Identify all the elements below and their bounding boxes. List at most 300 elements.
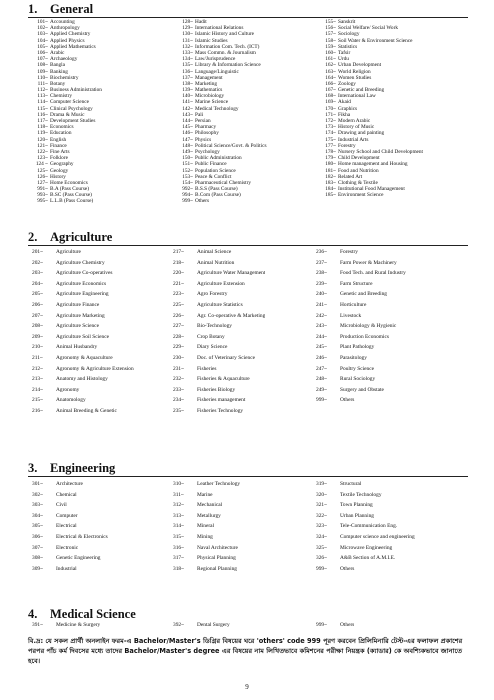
section-medical-column-2	[173, 620, 230, 631]
subject-code-row	[32, 353, 134, 364]
subject-code-row	[316, 268, 406, 279]
section-title-general	[28, 2, 93, 16]
subject-code: 181~	[325, 167, 336, 174]
subject-name: Agriculture Water Management	[197, 270, 266, 277]
subject-code: 309~	[32, 565, 44, 572]
subject-code: 131~	[182, 37, 193, 44]
subject-name: Structural	[340, 481, 362, 487]
subject-name: Livestock	[340, 312, 362, 319]
subject-name: Law/Jurisprudence	[195, 56, 236, 63]
subject-name: Mass Commn. & Journalism	[195, 49, 256, 56]
subject-name: Animal Science	[197, 249, 232, 255]
subject-code: 992~	[182, 186, 193, 193]
subject-code: 177~	[325, 142, 336, 149]
subject-code-row	[32, 500, 108, 511]
subject-code: 994~	[182, 192, 193, 199]
subject-code: 144~	[182, 118, 193, 124]
subject-code-row	[316, 311, 406, 322]
footnote: বি.দ্র: যে সকল প্রার্থী অনলাইন ফরম-এ Bachelor/Master's ডিগ্রির বিষয়ের ঘরে 'others' code 999 পূরণ করবেন প্রিলিমিনারি টেস্ট-এর ফলাফল প্রকাশের পরপর পাঁচ কর্ম দিবসের মধ্যে তাদের Bachelor/Master's degree এর বিষয়ের নাম লিখিতভাবে কমিশনের পরীক্ষা নিয়ন্ত্রক (ক্যাডার) কে অবশ্যিকভাবে জানাতে হবে।	[28, 637, 463, 665]
subject-code: 115~	[37, 105, 48, 112]
subject-code: 118~	[37, 124, 48, 131]
subject-code: 111~	[37, 80, 48, 87]
subject-code-row	[173, 479, 240, 490]
subject-code: 246~	[316, 354, 328, 361]
subject-code-row	[173, 620, 230, 631]
subject-code-row	[316, 479, 415, 490]
subject-code: 171~	[325, 111, 336, 118]
subject-code: 159~	[325, 43, 336, 50]
subject-code-row	[173, 543, 240, 554]
subject-code-row	[32, 543, 108, 554]
subject-name: Urban Development	[338, 62, 382, 69]
subject-name: Agr. Co-operative & Marketing	[197, 312, 266, 319]
subject-code: 184~	[325, 186, 336, 193]
subject-code: 243~	[316, 323, 328, 330]
subject-code: 216~	[32, 407, 44, 414]
subject-code: 993~	[37, 192, 48, 199]
subject-name: Applied Physics	[50, 37, 85, 44]
subject-code-row	[173, 332, 265, 343]
subject-code-row	[316, 500, 415, 511]
section-general-column-2	[175, 19, 267, 205]
subject-name: Marine Science	[195, 99, 229, 106]
subject-code-row	[32, 490, 108, 501]
subject-name: Anatomology	[56, 397, 86, 404]
subject-name: Marketing	[195, 80, 218, 87]
subject-name: Public Administration	[195, 155, 242, 162]
subject-code: 116~	[37, 111, 48, 118]
subject-code-row	[32, 511, 108, 522]
subject-name: Others	[340, 397, 355, 404]
subject-name: Finance	[50, 142, 67, 149]
subject-code: 211~	[32, 354, 43, 361]
subject-code-row	[32, 258, 134, 269]
subject-code: 158~	[325, 37, 336, 44]
subject-code-row	[32, 564, 108, 575]
subject-name: Bangla	[50, 62, 66, 69]
subject-code: 138~	[182, 80, 193, 87]
subject-code: 160~	[325, 49, 336, 56]
subject-code-row	[173, 268, 265, 279]
subject-name: Agriculture Co-operatives	[56, 270, 113, 277]
subject-name: Fisheries	[197, 365, 217, 372]
subject-name: Geology	[50, 167, 69, 174]
subject-name: Tele-Communication Eng.	[340, 523, 398, 530]
subject-code: 315~	[173, 533, 185, 540]
section-engineering-column-3	[316, 479, 415, 574]
subject-code-row	[173, 311, 265, 322]
subject-name: Civil	[56, 502, 67, 509]
subject-code: 120~	[37, 136, 48, 143]
section-title-medical-science	[28, 607, 136, 621]
subject-code: 392~	[173, 622, 185, 628]
subject-code: 153~	[182, 173, 193, 180]
subject-name: Akaid	[338, 99, 351, 106]
subject-code: 210~	[32, 344, 44, 351]
subject-name: Animal Husbandry	[56, 344, 98, 351]
subject-code: 183~	[325, 179, 336, 186]
subject-code-row	[173, 279, 265, 290]
subject-code: 146~	[182, 130, 193, 137]
subject-name: Mathematics	[195, 87, 223, 94]
subject-code-row	[173, 406, 265, 417]
subject-code-row	[32, 364, 134, 375]
subject-code-row	[32, 532, 108, 543]
subject-code: 107~	[37, 56, 48, 63]
subject-code-row	[173, 374, 265, 385]
subject-code: 135~	[182, 62, 193, 69]
subject-name: Pharmacy	[195, 124, 217, 131]
section-agriculture-column-3	[316, 247, 406, 406]
subject-code: 124 ~	[35, 161, 48, 168]
subject-code: 166~	[325, 80, 336, 87]
subject-code: 242~	[316, 312, 328, 319]
subject-name: Philosophy	[195, 130, 219, 137]
subject-code: 232~	[173, 376, 185, 383]
subject-code-row	[32, 521, 108, 532]
subject-name: Folklore	[50, 155, 68, 162]
subject-name: Education	[50, 130, 72, 137]
subject-code: 305~	[32, 523, 44, 530]
subject-name: Physical Planning	[197, 555, 236, 562]
subject-code: 105~	[37, 43, 48, 50]
subject-code-row	[173, 490, 240, 501]
subject-name: Computer	[56, 512, 78, 519]
subject-code: 991~	[37, 186, 48, 193]
subject-code-row	[173, 289, 265, 300]
subject-name: Regional Planning	[197, 565, 237, 572]
subject-name: Zoology	[338, 80, 356, 87]
subject-name: Agronomy	[56, 386, 80, 393]
subject-name: Botany	[50, 80, 66, 87]
subject-code: 995~	[37, 198, 48, 205]
subject-name: Islamic History and Culture	[195, 31, 254, 38]
subject-code: 203~	[32, 270, 44, 277]
page-number: 9	[245, 683, 249, 691]
subject-code-row	[316, 385, 406, 396]
subject-name: Chemical	[56, 491, 77, 498]
subject-code: 141~	[182, 99, 193, 106]
subject-code: 164~	[325, 74, 336, 81]
subject-code: 212~	[32, 365, 44, 372]
subject-name: Medical Technology	[195, 105, 239, 112]
subject-code: 320~	[316, 491, 328, 498]
subject-code: 209~	[32, 333, 44, 340]
section-underline	[28, 476, 468, 477]
subject-code-row	[318, 192, 423, 198]
subject-code: 238~	[316, 270, 328, 277]
subject-name: Anthropology	[50, 25, 80, 32]
subject-code: 123~	[37, 155, 48, 162]
subject-code: 999~	[316, 622, 328, 628]
subject-code-row	[316, 553, 415, 564]
subject-code: 229~	[173, 344, 185, 351]
subject-name: Mineral	[197, 523, 215, 530]
subject-code: 201~	[32, 249, 44, 255]
subject-name: Environment Science	[338, 192, 384, 199]
subject-code: 247~	[316, 365, 328, 372]
subject-code: 169~	[325, 99, 336, 106]
subject-code-row	[32, 300, 134, 311]
section-engineering-column-1	[32, 479, 108, 574]
subject-code: 178~	[325, 148, 336, 155]
subject-name: Poultry Science	[340, 365, 374, 372]
subject-code: 237~	[316, 259, 328, 266]
subject-name: Mining	[197, 533, 213, 540]
subject-name: Fisheries & Aquaculture	[197, 376, 250, 383]
subject-code-row	[173, 258, 265, 269]
subject-code: 316~	[173, 544, 185, 551]
subject-name: B.Com (Pass Course)	[195, 192, 241, 199]
subject-code-row	[32, 268, 134, 279]
subject-name: Fisheries Technology	[197, 407, 244, 414]
subject-code: 325~	[316, 544, 328, 551]
subject-code: 230~	[173, 354, 185, 361]
section-agriculture-column-2	[173, 247, 265, 417]
subject-code-row	[173, 532, 240, 543]
subject-code-row	[316, 490, 415, 501]
subject-code: 142~	[182, 105, 193, 112]
subject-name: History of Music	[338, 124, 375, 131]
subject-code-row	[316, 521, 415, 532]
subject-name: Institutional Food Management	[338, 186, 405, 193]
subject-name: Microbiology	[195, 93, 225, 100]
subject-name: Economics	[50, 124, 74, 131]
subject-code-row	[316, 511, 415, 522]
subject-code: 134~	[182, 56, 193, 63]
subject-name: Nursery School and Child Development	[338, 148, 424, 155]
subject-code-row	[173, 353, 265, 364]
subject-name: Modern Arabic	[338, 118, 371, 124]
subject-name: Architecture	[56, 481, 83, 487]
subject-name: Electrical	[56, 523, 77, 530]
subject-name: B.S.S (Pass Course)	[195, 186, 238, 193]
section-agriculture-column-1	[32, 247, 134, 417]
subject-code: 227~	[173, 323, 185, 330]
subject-code-row	[316, 342, 406, 353]
subject-name: Anatomy and Histology	[56, 376, 108, 383]
subject-name: Clinical Psychology	[50, 105, 93, 112]
subject-code: 234~	[173, 397, 185, 404]
subject-code: 226~	[173, 312, 185, 319]
subject-code: 202~	[32, 259, 44, 266]
subject-code-row	[316, 353, 406, 364]
subject-code: 110~	[37, 74, 48, 81]
subject-code-row	[173, 395, 265, 406]
subject-name: Biochemistry	[50, 74, 79, 81]
subject-name: Sociology	[338, 31, 360, 38]
section-underline	[28, 17, 468, 18]
subject-name: Clothing & Textile	[338, 179, 378, 186]
subject-code-row	[173, 521, 240, 532]
subject-code: 324~	[316, 533, 328, 540]
subject-name: Islamic Studies	[195, 37, 228, 44]
subject-name: Agronomy & Aquaculture	[56, 354, 113, 361]
subject-code-row	[173, 564, 240, 575]
subject-name: Food and Nutrition	[338, 167, 379, 174]
subject-code-row	[173, 342, 265, 353]
subject-code-row	[316, 532, 415, 543]
section-general-column-1	[30, 19, 102, 205]
subject-code: 317~	[173, 555, 185, 562]
subject-code: 152~	[182, 167, 193, 174]
subject-name: Microwave Engineering	[340, 544, 393, 551]
subject-code-row	[32, 321, 134, 332]
subject-code-row	[316, 279, 406, 290]
subject-code-row	[173, 511, 240, 522]
subject-name: Urdu	[338, 56, 349, 63]
subject-code: 231~	[173, 365, 185, 372]
subject-name: Doc. of Veterinary Science	[197, 354, 255, 361]
subject-name: Electrical & Electronics	[56, 533, 108, 540]
subject-code: 220~	[173, 270, 185, 277]
subject-code: 168~	[325, 93, 336, 100]
subject-code: 109~	[37, 68, 48, 75]
subject-code: 218~	[173, 259, 185, 266]
subject-code-row	[316, 258, 406, 269]
subject-name: L.L.B (Pass Course)	[50, 198, 94, 205]
subject-name: Psychology	[195, 148, 220, 155]
subject-code: 140~	[182, 93, 193, 100]
subject-code: 147~	[182, 136, 193, 143]
subject-name: Naval Architecture	[197, 544, 238, 551]
subject-code-row	[173, 553, 240, 564]
subject-code: 326~	[316, 555, 328, 562]
subject-code-row	[316, 247, 406, 258]
subject-code: 302~	[32, 491, 44, 498]
subject-code: 161~	[325, 56, 336, 63]
subject-code: 137~	[182, 74, 193, 81]
subject-name: Electronic	[56, 544, 79, 551]
subject-code-row	[173, 321, 265, 332]
subject-name: Bio-Technology	[197, 323, 232, 330]
subject-code: 113~	[37, 93, 48, 100]
subject-code-row	[316, 395, 406, 406]
subject-name: World Religion	[338, 68, 371, 75]
subject-code: 157~	[325, 31, 336, 38]
subject-code: 311~	[173, 491, 184, 498]
subject-code: 221~	[173, 280, 185, 287]
subject-name: Genetic Engineering	[56, 555, 101, 562]
subject-code: 228~	[173, 333, 185, 340]
subject-name: Agriculture Statistics	[197, 301, 243, 308]
subject-name: Others	[340, 565, 355, 572]
subject-name: Farm Power & Machinery	[340, 259, 397, 266]
subject-code: 112~	[37, 87, 48, 94]
subject-name: Drama & Music	[50, 111, 85, 118]
subject-code: 182~	[325, 173, 336, 180]
subject-code: 319~	[316, 481, 328, 487]
subject-code: 156~	[325, 25, 336, 32]
subject-name: Mechanical	[197, 502, 223, 509]
subject-code: 172~	[325, 118, 336, 124]
subject-code: 240~	[316, 291, 328, 298]
subject-code-row	[316, 374, 406, 385]
subject-code: 122~	[37, 148, 48, 155]
subject-code: 104~	[37, 37, 48, 44]
subject-code: 167~	[325, 87, 336, 94]
subject-code-row	[173, 364, 265, 375]
subject-code: 119~	[37, 130, 48, 137]
subject-code: 205~	[32, 291, 44, 298]
subject-name: Tafsir	[338, 49, 351, 56]
subject-code: 130~	[182, 31, 193, 38]
subject-code: 106~	[37, 49, 48, 56]
subject-code-row	[316, 289, 406, 300]
subject-name: Banking	[50, 68, 68, 75]
subject-code-row	[173, 247, 265, 258]
subject-name: Others	[340, 622, 355, 628]
section-name: General	[50, 2, 94, 16]
subject-name: Development Studies	[50, 118, 96, 124]
subject-code-row	[175, 198, 267, 204]
subject-code: 239~	[316, 280, 328, 287]
section-name: Medical Science	[50, 607, 136, 621]
subject-name: Persian	[195, 118, 211, 124]
section-underline	[28, 245, 468, 246]
subject-code: 126~	[37, 173, 48, 180]
subject-name: B.SC (Pass Course)	[50, 192, 92, 199]
subject-code: 121~	[37, 142, 48, 149]
subject-code: 206~	[32, 301, 44, 308]
subject-name: Peace & Conflict	[195, 173, 232, 180]
subject-code: 128~	[182, 19, 193, 25]
subject-code: 223~	[173, 291, 185, 298]
subject-name: International Law	[338, 93, 376, 100]
subject-name: Sanskrit	[338, 19, 356, 25]
subject-code: 999~	[316, 565, 328, 572]
subject-code: 136~	[182, 68, 193, 75]
subject-code-row	[316, 564, 415, 575]
section-number: 3.	[28, 461, 38, 475]
subject-name: Textile Technology	[340, 491, 382, 498]
subject-name: Geography	[50, 161, 74, 168]
subject-name: Town Planning	[340, 502, 373, 509]
subject-name: Production Economics	[340, 333, 389, 340]
subject-code: 310~	[173, 481, 185, 487]
subject-code: 162~	[325, 62, 336, 69]
subject-code: 215~	[32, 397, 44, 404]
subject-name: Pali	[195, 111, 204, 118]
subject-name: Diary Science	[197, 344, 228, 351]
subject-code: 148~	[182, 142, 193, 149]
subject-code: 145~	[182, 124, 193, 131]
section-medical-column-1	[32, 620, 100, 631]
subject-code: 313~	[173, 512, 185, 519]
subject-code: 303~	[32, 502, 44, 509]
section-title-agriculture	[28, 230, 112, 244]
subject-name: Marine	[197, 491, 213, 498]
section-name: Agriculture	[50, 230, 113, 244]
subject-name: Drawing and painting	[338, 130, 385, 137]
subject-name: Accounting	[50, 19, 75, 25]
subject-name: Computer science and engineering	[340, 533, 415, 540]
subject-name: Microbiology & Hygienic	[340, 323, 397, 330]
subject-code-row	[316, 321, 406, 332]
subject-code: 163~	[325, 68, 336, 75]
subject-name: Animal Nutrition	[197, 259, 235, 266]
subject-name: Arabic	[50, 49, 65, 56]
subject-code: 208~	[32, 323, 44, 330]
subject-code-row	[32, 342, 134, 353]
subject-code: 102~	[37, 25, 48, 32]
subject-code: 103~	[37, 31, 48, 38]
subject-name: Fine Arts	[50, 148, 70, 155]
subject-name: Fikha	[338, 111, 351, 118]
subject-name: Pharmaceutical Chemistry	[195, 179, 252, 186]
subject-name: Home Economics	[50, 179, 88, 186]
subject-code-row	[32, 385, 134, 396]
